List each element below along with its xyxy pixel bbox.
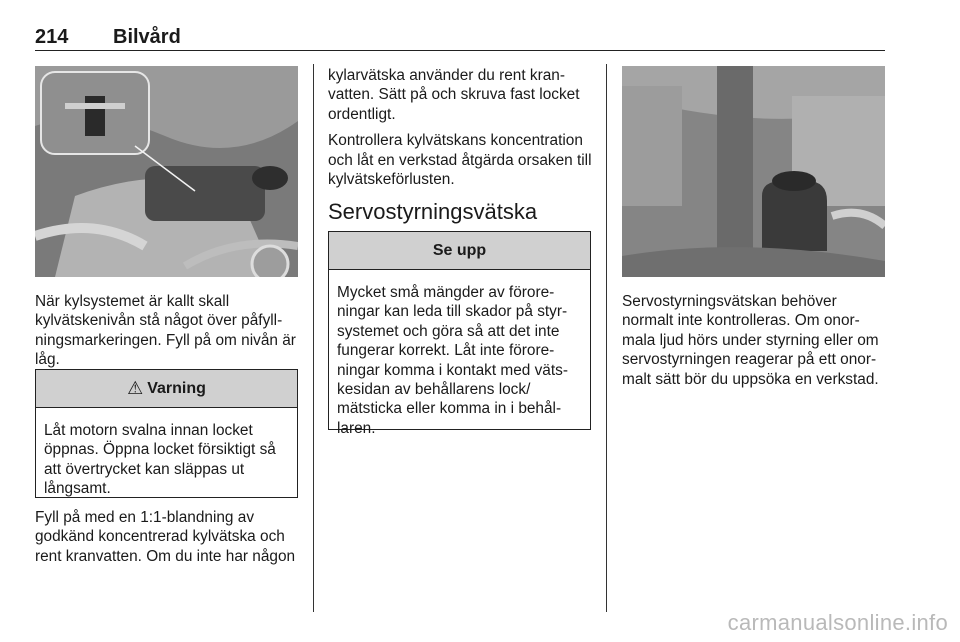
middle-heading-wrap: [328, 199, 593, 224]
caution-box: [328, 231, 591, 437]
caution-box-header: Se upp: [329, 232, 590, 270]
left-text-bottom: [35, 508, 300, 566]
caution-text: Mycket små mängder av föroreningar kan leda till skador på styrsystemet och göra så att det inte fungerar korrekt. Låt inte föroreningar komma i kontakt med vätskesidan av behållarens lock/ mätsticka eller komma in i behållaren.: [337, 284, 568, 437]
power-steering-heading: Servostyrningsvätska: [328, 199, 538, 224]
warning-box-header: [36, 370, 297, 408]
column-divider-left: [313, 64, 314, 612]
right-text: [622, 292, 887, 389]
left-text-top: [35, 292, 300, 370]
warning-triangle-icon: ⚠: [127, 378, 144, 398]
power-steering-paragraph: Servostyrningsvätskan behöver normalt inte kontrolleras. Om onormala ljud hörs under styrning eller om servostyrningen reagerar på ett onormalt sätt bör du uppsöka en verkstad.: [622, 293, 879, 388]
watermark: carmanualsonline.info: [727, 610, 948, 635]
power-steering-reservoir-illustration: [622, 66, 885, 277]
warning-title: Varning: [147, 380, 206, 397]
warning-text: Låt motorn svalna innan locket öppnas. Öppna locket försiktigt så att övertrycket kan släppas ut långsamt.: [44, 422, 276, 498]
middle-text-top: [328, 66, 593, 189]
engine-coolant-reservoir-illustration: [35, 66, 298, 277]
coolant-concentration-paragraph: Kontrollera kylvätskans koncentration och låt en verkstad åtgärda orsaken till kylvätskeförlusten.: [328, 132, 592, 189]
page-number: 214: [35, 26, 69, 48]
engine-illustration-icon: [35, 66, 298, 277]
column-divider-right: [606, 64, 607, 612]
coolant-level-paragraph: När kylsystemet är kallt skall kylvätskenivån stå något över påfyllningsmarkeringen. Fyll på om nivån är låg.: [35, 293, 296, 369]
warning-box: [35, 369, 298, 498]
coolant-mix-paragraph: Fyll på med en 1:1-blandning av godkänd koncentrerad kylvätska och rent kranvatten. Om du inte har någon: [35, 509, 296, 565]
tap-water-paragraph: kylarvätska använder du rent kranvatten. Sätt på och skruva fast locket ordentligt.: [328, 67, 580, 123]
section-title: Bilvård: [113, 26, 181, 48]
page-header: [35, 24, 885, 51]
steering-illustration-icon: [622, 66, 885, 277]
